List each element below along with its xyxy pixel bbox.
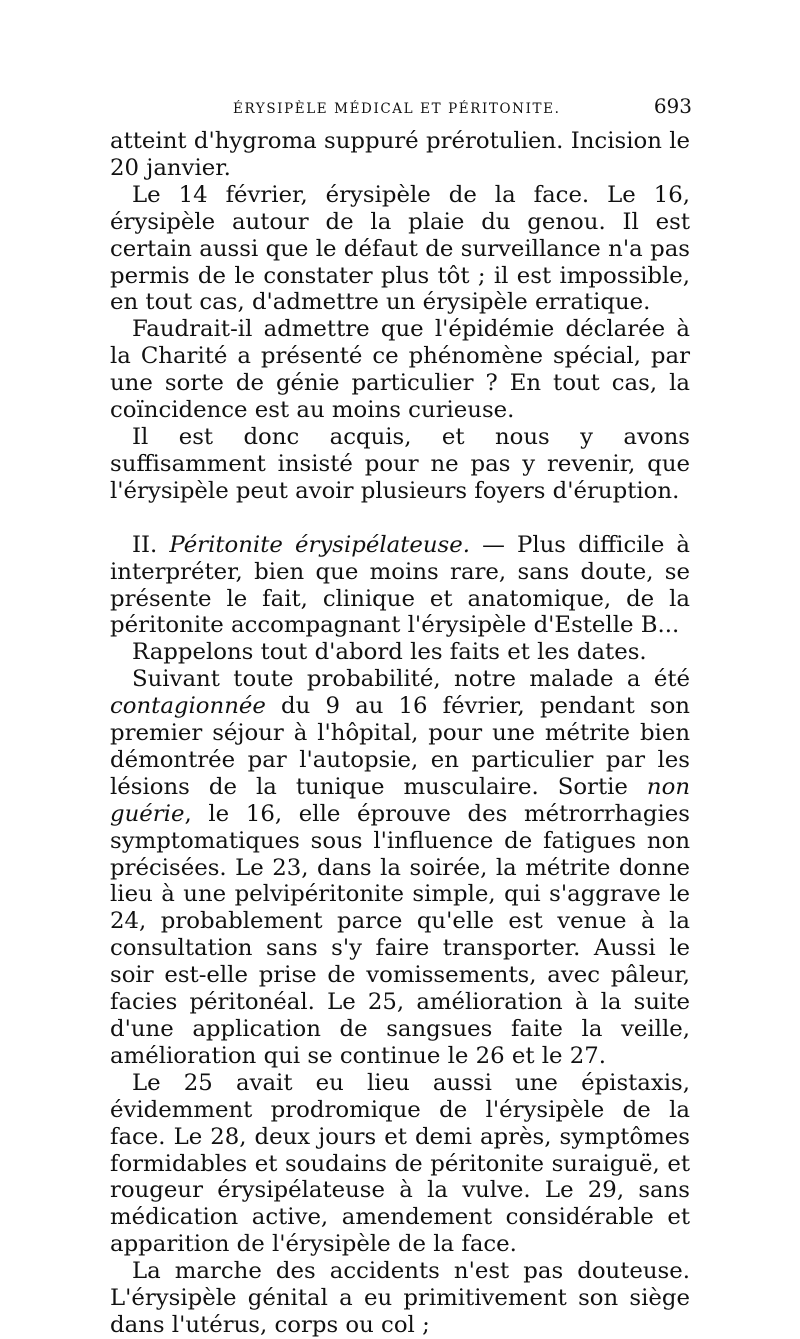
emphasis: non guérie xyxy=(110,773,690,827)
paragraph: Il est donc acquis, et nous y avons suffisamment insisté pour ne pas y revenir, que l'érysipèle peut avoir plusieurs foyers d'éruption. xyxy=(110,423,690,504)
section-text: — Plus difficile à interpréter, bien que moins rare, sans doute, se présente le fait, clinique et anatomique, de la péritonite accompagnant l'érysipèle d'Estelle B... xyxy=(110,531,690,639)
section-number: II. xyxy=(132,531,158,558)
section-title: Péritonite érysipélateuse. xyxy=(169,531,470,558)
paragraph: Le 25 avait eu lieu aussi une épistaxis, évidemment prodromique de l'érysipèle de la face. Le 28, deux jours et demi après, symptômes formidables et soudains de péritonite suraiguë, et rougeur érysipélateuse à la vulve. Le 29, sans médication active, amendement considérable et apparition de l'érysipèle de la face. xyxy=(110,1069,690,1258)
paragraph: La marche des accidents n'est pas douteuse. L'érysipèle génital a eu primitivement son siège dans l'utérus, corps ou col ; xyxy=(110,1258,690,1338)
paragraph-text: Suivant toute probabilité, notre malade a été xyxy=(132,666,690,693)
emphasis: contagionnée xyxy=(110,693,266,720)
section-paragraph xyxy=(110,532,690,640)
section-gap xyxy=(110,505,690,532)
page-number: 693 xyxy=(653,94,692,118)
page-header xyxy=(110,94,690,128)
paragraph: Le 14 février, érysipèle de la face. Le 16, érysipèle autour de la plaie du genou. Il est certain aussi que le défaut de surveillance n'a pas permis de le constater plus tôt ; il est impossible, en tout cas, d'admettre un érysipèle erratique. xyxy=(110,181,690,316)
paragraph xyxy=(110,666,690,1070)
body-text xyxy=(110,128,690,1339)
paragraph-text: du 9 au 16 février, pendant son premier séjour à l'hôpital, pour une métrite bien démontrée par l'autopsie, en particulier par les lésions de la tunique musculaire. Sortie xyxy=(110,693,690,800)
paragraph-text: , le 16, elle éprouve des métrorrhagies symptomatiques sous l'influence de fatigues non précisées. Le 23, dans la soirée, la métrite donne lieu à une pelvipéritonite simple, qui s'aggrave le 24, probablement parce qu'elle est venue à la consultation sans s'y faire transporter. Aussi le soir est-elle prise de vomissements, avec pâleur, facies péritonéal. Le 25, amélioration à la suite d'une application de sangsues faite la veille, amélioration qui se continue le 26 et le 27. xyxy=(110,800,690,1069)
paragraph: Rappelons tout d'abord les faits et les dates. xyxy=(132,639,647,666)
running-head: ÉRYSIPÈLE MÉDICAL ET PÉRITONITE. xyxy=(233,101,561,117)
paragraph-continuation: atteint d'hygroma suppuré prérotulien. Incision le 20 janvier. xyxy=(110,128,690,181)
paragraph: Faudrait-il admettre que l'épidémie déclarée à la Charité a présenté ce phénomène spécial, par une sorte de génie particulier ? En tout cas, la coïncidence est au moins curieuse. xyxy=(110,316,690,424)
